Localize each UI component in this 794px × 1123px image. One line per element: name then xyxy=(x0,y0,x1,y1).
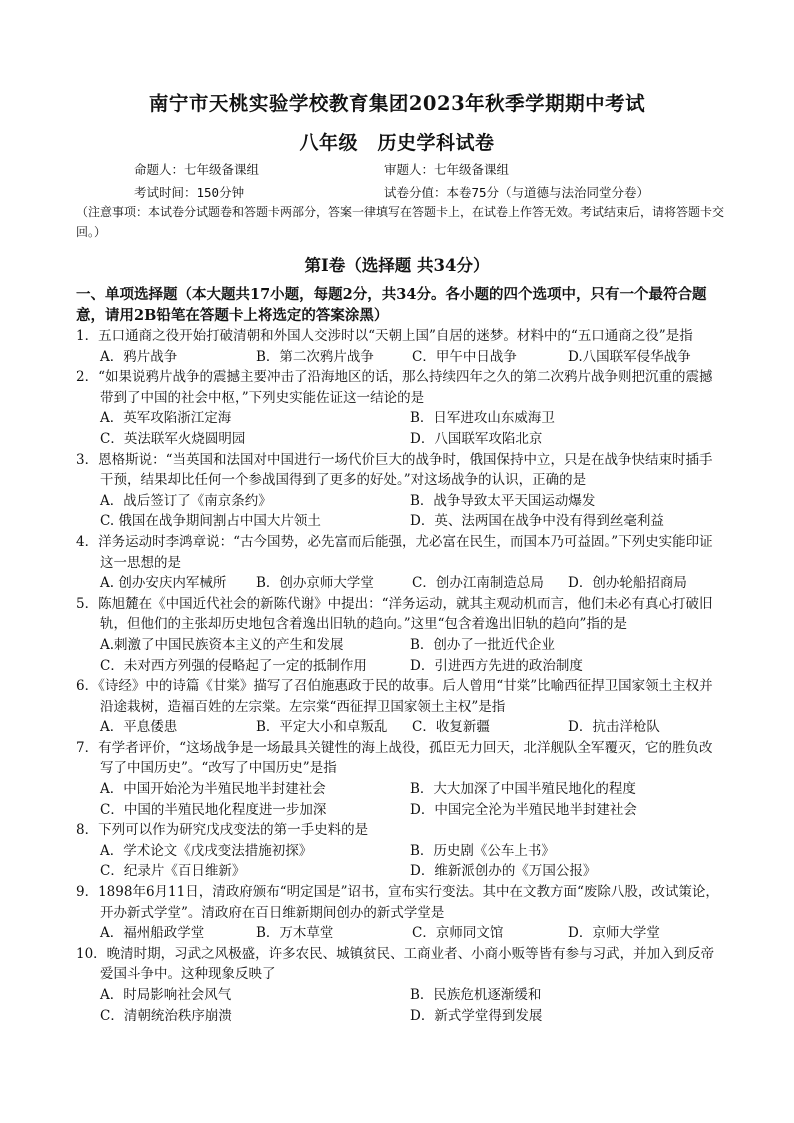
option-a: A．战后签订了《南京条约》 xyxy=(100,492,272,509)
option-a: A．中国开始沦为半殖民地半封建社会 xyxy=(100,781,326,798)
option-d: D.八国联军侵华战争 xyxy=(568,348,691,365)
option-b: B．大大加深了中国半殖民地化的程度 xyxy=(410,781,636,798)
option-b: B．历史剧《公车上书》 xyxy=(410,842,555,859)
option-a: A．鸦片战争 xyxy=(100,348,178,365)
option-a: A．平息倭患 xyxy=(100,719,178,736)
option-a: A．学术论文《戊戌变法措施初探》 xyxy=(100,842,313,859)
option-c: C．清朝统治秩序崩溃 xyxy=(100,1007,232,1024)
question-4 xyxy=(76,532,724,594)
exam-notice: （注意事项：本试卷分试题卷和答题卡两部分，答案一律填写在答题卡上，在试卷上作答无效。考试结束后，请将答题卡交回。） xyxy=(76,205,725,239)
option-a: A．时局影响社会风气 xyxy=(100,987,232,1003)
option-b: B．日军进攻山东威海卫 xyxy=(410,410,555,427)
question-stem: 1．五口通商之役开始打破清朝和外国人交涉时以“天朝上国”自居的迷梦。材料中的“五口通商之役”是指 xyxy=(76,328,693,344)
question-2 xyxy=(76,367,724,449)
option-d: D．抗击洋枪队 xyxy=(568,719,660,736)
option-c: C．未对西方列强的侵略起了一定的抵制作用 xyxy=(100,657,367,674)
question-stem: 5．陈旭麓在《中国近代社会的新陈代谢》中提出：“洋务运动，就其主观动机而言，他们未必有真心打破旧轨，但他们的主张却历史地包含着逸出旧轨的趋向。”这里“包含着逸出旧轨的趋向”指的是 xyxy=(76,595,713,633)
option-c: C．甲午中日战争 xyxy=(412,348,517,365)
question-stem: 7．有学者评价，“这场战争是一场最具关键性的海上战役，孤臣无力回天，北洋舰队全军覆灭，它的胜负改写了中国历史”。“改写了中国历史”是指 xyxy=(76,739,713,777)
option-b: B．民族危机逐渐缓和 xyxy=(410,987,542,1003)
option-d: D．引进西方先进的政治制度 xyxy=(410,657,583,674)
option-d: D．创办轮船招商局 xyxy=(568,575,687,592)
option-b: B．创办了一批近代企业 xyxy=(410,636,555,653)
option-c: C．创办江南制造总局 xyxy=(412,575,544,592)
option-b: B．战争导致太平天国运动爆发 xyxy=(410,492,596,509)
question-8 xyxy=(76,820,724,882)
time-info: 考试时间：150分钟 xyxy=(134,185,245,200)
option-b: B．创办京师大学堂 xyxy=(256,575,374,592)
section-instructions: 一、单项选择题（本大题共17小题，每题2分，共34分。各小题的四个选项中，只有一个最符合题意，请用2B铅笔在答题卡上将选定的答案涂黑） xyxy=(76,286,707,324)
option-b: B．万木草堂 xyxy=(256,925,334,942)
question-stem: 6．《诗经》中的诗篇《甘棠》描写了召伯施惠政于民的故事。后人曾用“甘棠”比喻西征捍卫国家领土主权并沿途栽树，造福百姓的左宗棠。左宗棠“西征捍卫国家领土主权”是指 xyxy=(76,678,713,715)
option-a: A．英军攻陷浙江定海 xyxy=(100,410,232,427)
option-a: A．福州船政学堂 xyxy=(100,925,205,942)
option-b: B．平定大小和卓叛乱 xyxy=(256,719,388,736)
question-1 xyxy=(76,326,724,367)
question-stem: 4．洋务运动时李鸿章说：“古今国势，必先富而后能强，尤必富在民生，而国本乃可益固。”下列史实能印证这一思想的是 xyxy=(76,533,713,571)
question-stem: 8．下列可以作为研究戊戌变法的第一手史料的是 xyxy=(76,822,369,839)
question-stem: 10．晚清时期，习武之风极盛，许多农民、城镇贫民、工商业者、小商小贩等皆有参与习武，并加入到反帝爱国斗争中。这种现象反映了 xyxy=(76,945,715,983)
exam-subtitle: 八年级 历史学科试卷 xyxy=(299,132,495,154)
option-c: C．收复新疆 xyxy=(412,719,490,736)
option-b: B．第二次鸦片战争 xyxy=(256,348,374,365)
question-9 xyxy=(76,882,724,944)
option-d: D．维新派创办的《万国公报》 xyxy=(410,863,597,880)
question-3 xyxy=(76,450,724,532)
question-10 xyxy=(76,944,724,1026)
option-c: C. 俄国在战争期间割占中国大片领土 xyxy=(100,513,321,530)
exam-title: 南宁市天桃实验学校教育集团2023年秋季学期期中考试 xyxy=(148,92,646,115)
question-6 xyxy=(76,676,724,738)
option-c: C．纪录片《百日维新》 xyxy=(100,863,246,880)
option-d: D．英、法两国在战争中没有得到丝毫利益 xyxy=(410,513,664,530)
reviewer-info: 审题人：七年级备课组 xyxy=(384,162,510,177)
question-stem: 2．“如果说鸦片战争的震撼主要冲击了沿海地区的话，那么持续四年之久的第二次鸦片战争则把沉重的震撼带到了中国的社会中枢，”下列史实能佐证这一结论的是 xyxy=(76,369,713,406)
option-d: D．中国完全沦为半殖民地半封建社会 xyxy=(410,801,637,818)
question-stem: 9．1898年6月11日，清政府颁布“明定国是”诏书，宣布实行变法。其中在文教方面“废除八股，改试策论，开办新式学堂”。清政府在百日维新期间创办的新式学堂是 xyxy=(76,884,719,921)
option-a: A.刺激了中国民族资本主义的产生和发展 xyxy=(100,636,344,653)
question-7 xyxy=(76,738,724,820)
question-5 xyxy=(76,594,724,676)
option-d: D．新式学堂得到发展 xyxy=(410,1007,543,1024)
option-c: C．英法联军火烧圆明园 xyxy=(100,430,246,447)
option-d: D．八国联军攻陷北京 xyxy=(410,430,543,447)
question-stem: 3．恩格斯说：“当英国和法国对中国进行一场代价巨大的战争时，俄国保持中立，只是在战争快结束时插手干预，结果却比任何一个参战国得到了更多的好处。”对这场战争的认识，正确的是 xyxy=(76,451,713,489)
option-a: A. 创办安庆内军械所 xyxy=(100,575,227,592)
section-title: 第Ⅰ卷（选择题 共34分） xyxy=(304,256,490,275)
question-list xyxy=(76,326,724,1026)
option-c: C．中国的半殖民地化程度进一步加深 xyxy=(100,801,327,818)
option-c: C．京师同文馆 xyxy=(412,925,504,942)
setter-info: 命题人：七年级备课组 xyxy=(134,162,260,177)
score-info: 试卷分值：本卷75分（与道德与法治同堂分卷） xyxy=(384,185,650,200)
option-d: D．京师大学堂 xyxy=(568,925,660,942)
